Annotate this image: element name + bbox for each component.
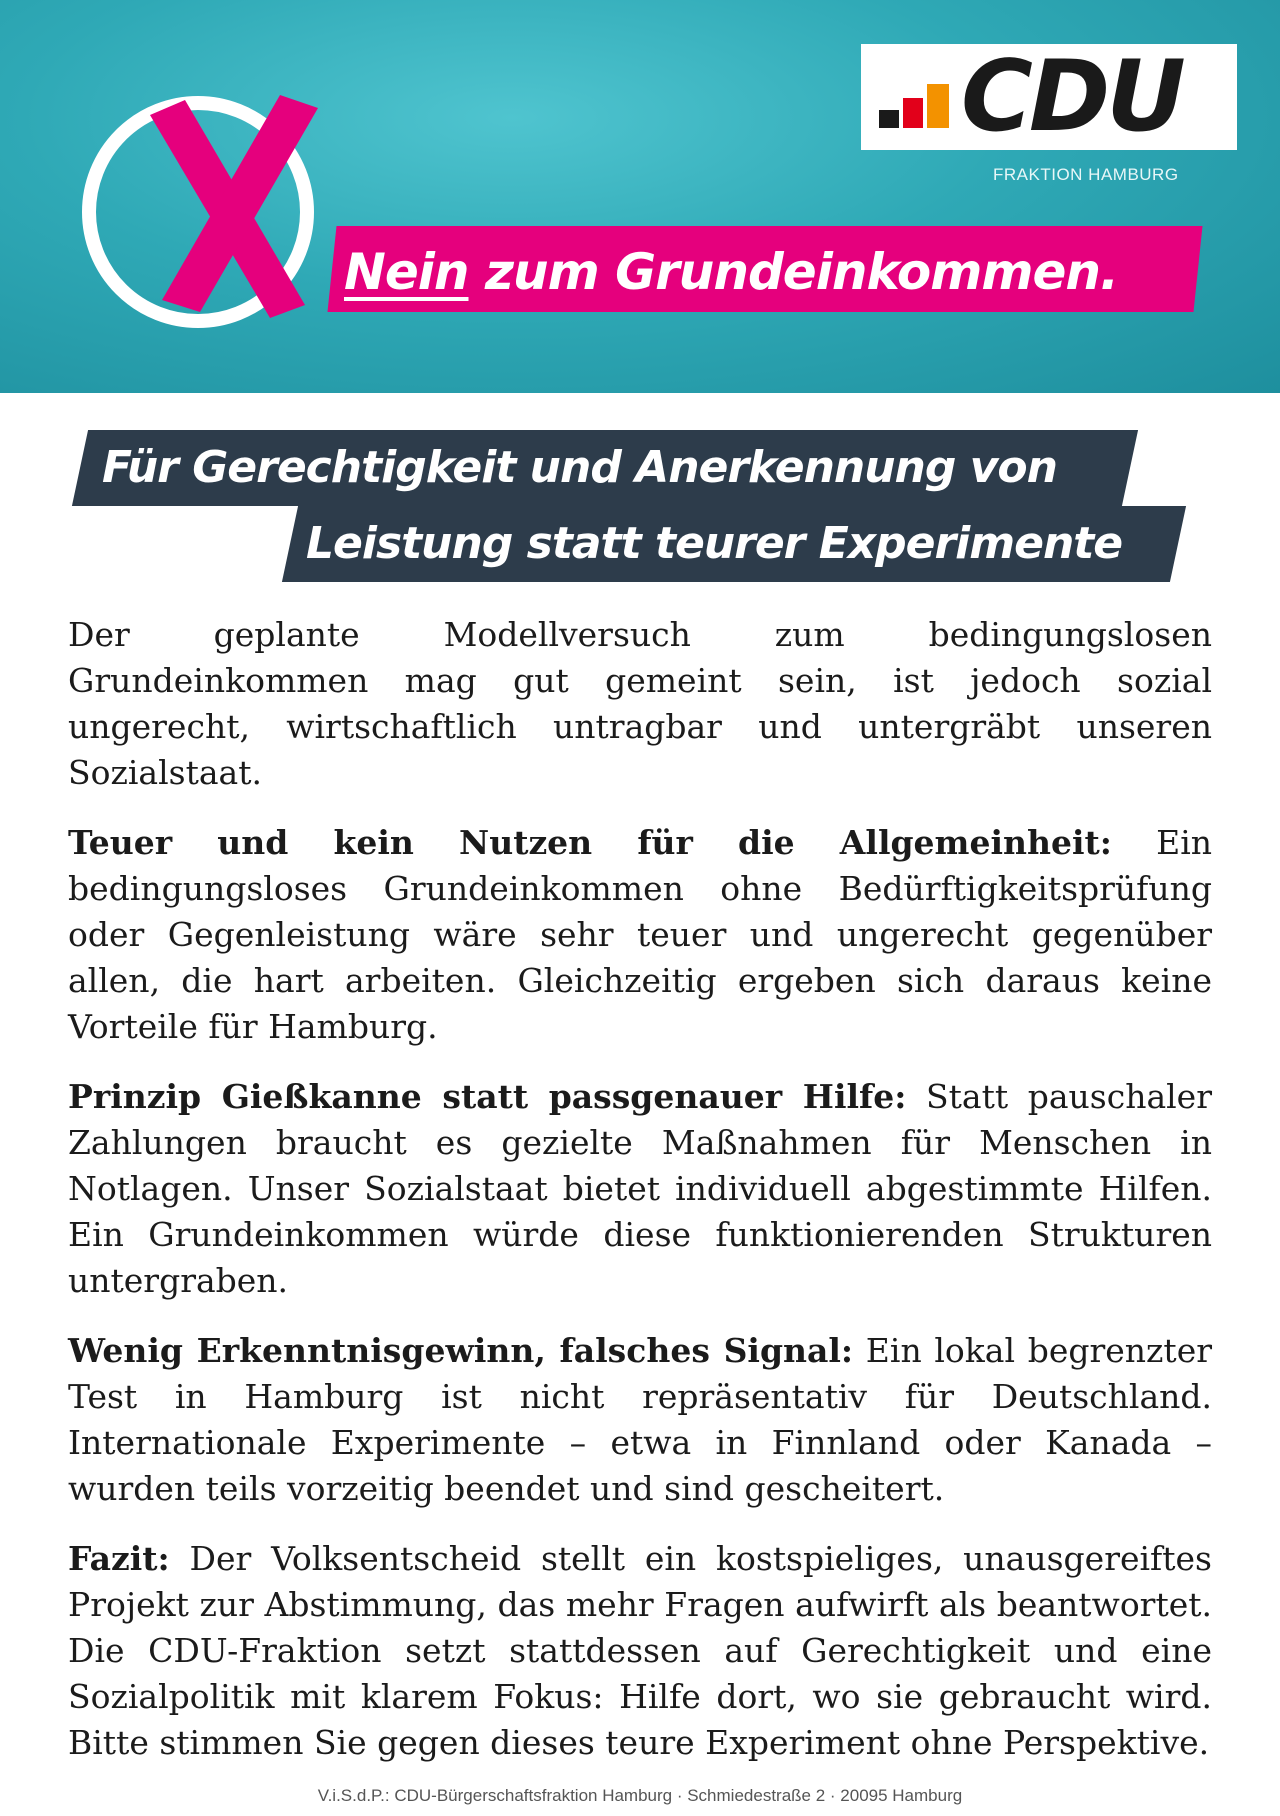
- paragraph-body: Der Volksentscheid stellt ein kostspieliges, unausgereiftes Projekt zur Abstimmung, das mehr Fragen aufwirft als beantwortet. Die CDU-Fraktion setzt stattdessen auf Gerechtigkeit und eine Sozialpolitik mit klarem Fokus: Hilfe dort, wo sie gebraucht wird. Bitte stimmen Sie gegen dieses teure Experiment ohne Perspektive.: [68, 1539, 1212, 1762]
- paragraph-conclusion: [68, 1536, 1212, 1766]
- paragraph-body: Der geplante Modellversuch zum bedingungslosen Grundeinkommen mag gut gemeint sein, ist jedoch sozial ungerecht, wirtschaftlich untragbar und untergräbt unseren Sozialstaat.: [68, 615, 1212, 792]
- logo-subtitle: FRAKTION HAMBURG: [993, 165, 1179, 184]
- cdu-logo-text: CDU: [961, 40, 1182, 154]
- ballot-x-icon: [130, 90, 330, 320]
- paragraph-principle: [68, 1074, 1212, 1304]
- banner-line-2: Leistung statt teurer Experimente: [306, 518, 1123, 569]
- cdu-logo-bars-icon: [879, 76, 957, 128]
- headline: [344, 232, 1118, 312]
- paragraph-body: Ein lokal begrenzter Test in Hamburg ist nicht repräsentativ für Deutschland. Internationale Experimente – etwa in Finnland oder Kanada – wurden teils vorzeitig beendet und sind gescheitert.: [68, 1331, 1212, 1508]
- banner-line-1: Für Gerechtigkeit und Anerkennung von: [102, 442, 1057, 493]
- paragraph-intro: [68, 612, 1212, 796]
- paragraph-lead: Prinzip Gießkanne statt passgenauer Hilfe:: [68, 1077, 907, 1116]
- headline-rest: zum Grundeinkommen.: [468, 243, 1118, 301]
- headline-underlined: Nein: [344, 243, 469, 301]
- paragraph-body: Statt pauschaler Zahlungen braucht es gezielte Maßnahmen für Menschen in Notlagen. Unser Sozialstaat bietet individuell abgestimmte Hilfen. Ein Grundeinkommen würde diese funktionierenden Strukturen untergraben.: [68, 1077, 1212, 1300]
- paragraph-lead: Wenig Erkenntnisgewinn, falsches Signal:: [68, 1331, 854, 1370]
- paragraph-lead: Fazit:: [68, 1539, 170, 1578]
- paragraph-lead: Teuer und kein Nutzen für die Allgemeinheit:: [68, 823, 1112, 862]
- paragraph-body: Ein bedingungsloses Grundeinkommen ohne Bedürftigkeitsprüfung oder Gegenleistung wäre sehr teuer und ungerecht gegenüber allen, die hart arbeiten. Gleichzeitig ergeben sich daraus keine Vorteile für Hamburg.: [68, 823, 1213, 1046]
- imprint-footer: V.i.S.d.P.: CDU-Bürgerschaftsfraktion Hamburg · Schmiedestraße 2 · 20095 Hamburg: [317, 1786, 963, 1805]
- paragraph-signal: [68, 1328, 1212, 1512]
- paragraph-cost: [68, 820, 1212, 1050]
- body-text: [68, 612, 1212, 1790]
- cdu-logo: [861, 40, 1237, 154]
